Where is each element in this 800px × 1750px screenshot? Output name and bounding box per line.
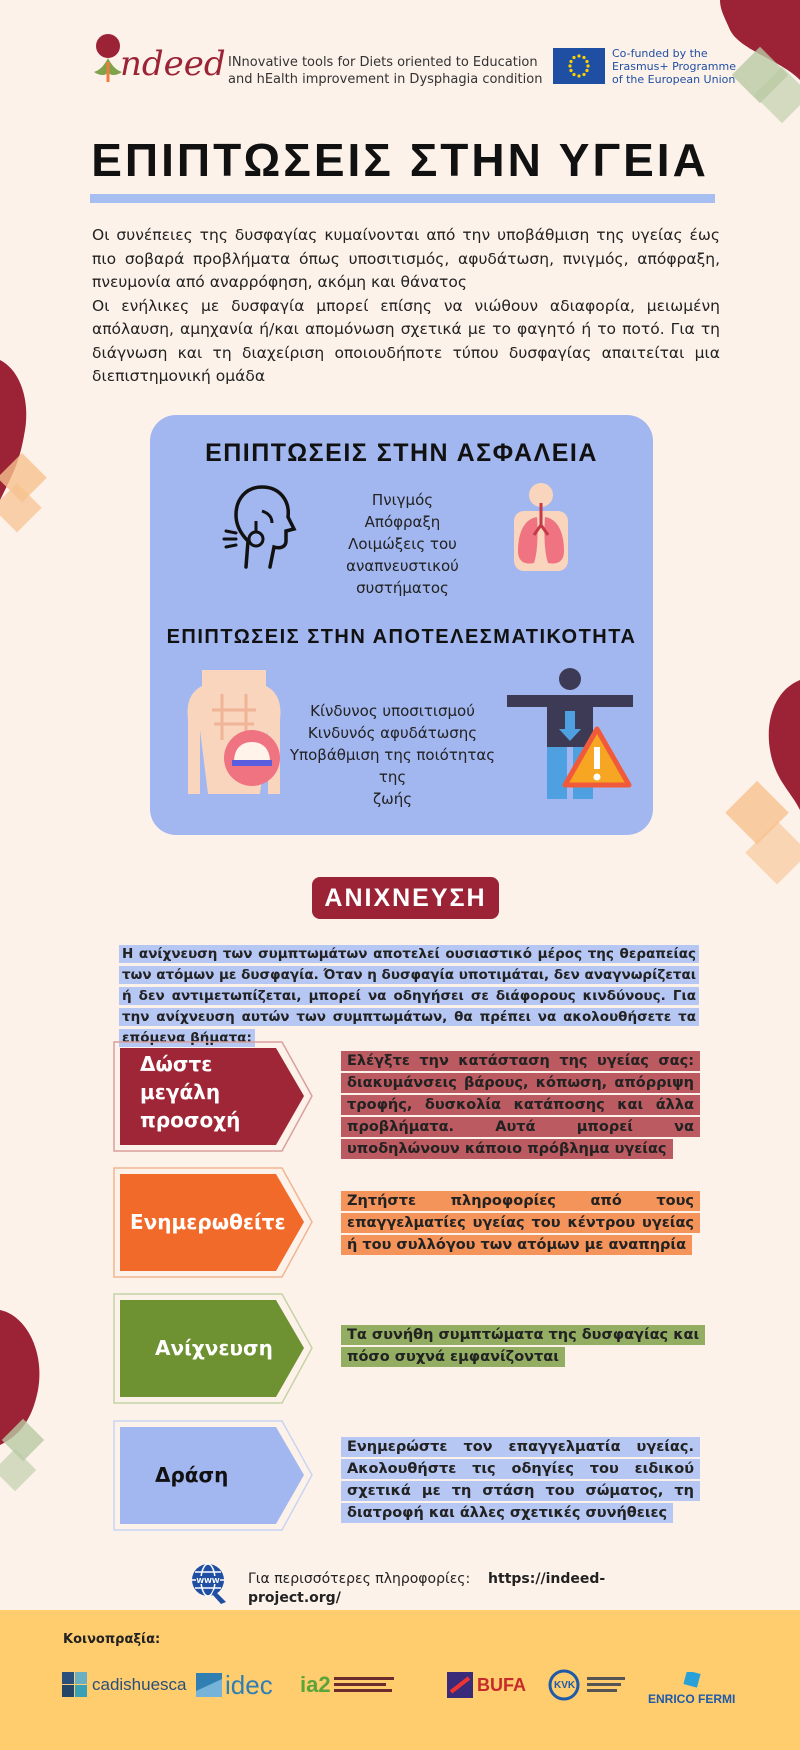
kvk-text-lines [587,1675,627,1695]
logo-wordmark: ndeed [120,44,226,84]
partner-logo-kvk: KVK [548,1668,627,1702]
eu-flag-icon [553,48,605,84]
page-title: ΕΠΙΠΤΩΣΕΙΣ ΣΤΗΝ ΥΓΕΙΑ [91,134,709,186]
partner-logo-idec: idec [196,1668,273,1702]
left-blob-1 [0,360,50,570]
web-globe-icon [190,1562,230,1606]
project-tagline: INnovative tools for Diets oriented to Education and hEalth improvement in Dysphagia condition [228,55,543,87]
intro-paragraph-1: Οι συνέπειες της δυσφαγίας κυμαίνονται από την υποβάθμιση της υγείας έως πιο σοβαρά προβλήματα όπως υποσιτισμός, αφυδάτωση, πνιγμός, απόφραξη, πνευμονία από αναρρόφηση, ακόμη και θάνατος [92,226,720,291]
idec-icon [196,1673,222,1697]
enrico-fermi-icon [681,1672,703,1692]
lungs-icon [510,481,572,577]
svg-text:WWW: WWW [196,1577,220,1585]
step-1-label: Δώστε μεγάλη προσοχή [140,1052,241,1132]
step-4-description: Ενημερώστε τον επαγγελματία υγείας. Ακολουθήστε τις οδηγίες του ειδικού σχετικά με τη στάση του σώματος, τη διατροφή και άλλες σχετικές συνήθειες [341,1436,700,1524]
cadishuesca-icon [62,1672,88,1698]
detection-intro: Η ανίχνευση των συμπτωμάτων αποτελεί ουσιαστικό μέρος της θεραπείας των ατόμων με δυσφαγία. Όταν η δυσφαγία υποτιμάται, δεν αναγνωρίζεται ή δεν αντιμετωπίζεται, μπορεί να οδηγήσει σε διάφορους κινδύνους. Για την ανίχνευση αυτών των συμπτωμάτων, θα πρέπει να ακολουθήσετε τα επόμενα βήματα: [119,944,699,1049]
intro-text [92,224,720,389]
step-3-description: Τα συνήθη συμπτώματα της δυσφαγίας και πόσο συχνά εμφανίζονται [341,1324,700,1368]
throat-icon [222,481,297,571]
torso-weight-icon [182,670,292,800]
step-1-description: Ελέγξτε την κατάσταση της υγείας σας: διακυμάνσεις βάρους, κόπωση, απόρριψη τροφής, δυσκολία κατάποσης και άλλα προβλήματα. Αυτά μπορεί να υποδηλώνουν κάποιο πρόβλημα υγείας [341,1050,700,1160]
step-2-label: Ενημερωθείτε [130,1210,286,1234]
person-warning-icon [505,667,635,802]
consortium-label: Κοινοπραξία: [63,1632,161,1647]
detection-badge: ΑΝΙΧΝΕΥΣΗ [312,877,499,919]
step-4-label: Δράση [155,1463,229,1487]
partner-logo-cadishuesca: cadishuesca [62,1668,187,1702]
project-url-link-cont[interactable]: project.org/ [248,1590,341,1606]
efficacy-heading: ΕΠΙΠΤΩΣΕΙΣ ΣΤΗΝ ΑΠΟΤΕΛΕΣΜΑΤΙΚΟΤΗΤΑ [166,626,637,648]
safety-heading: ΕΠΙΠΤΩΣΕΙΣ ΣΤΗΝ ΑΣΦΑΛΕΙΑ [205,439,598,467]
bufa-icon [447,1672,473,1698]
safety-list: Πνιγμός Απόφραξη Λοιμώξεις του αναπνευστικού συστήματος [346,491,459,597]
intro-paragraph-2: Οι ενήλικες με δυσφαγία μπορεί επίσης να νιώθουν αδιαφορία, μειωμένη απόλαυση, αμηχανία ή/και απομόνωση σχετικά με το φαγητό ή το ποτό. Για τη διάγνωση και τη διαχείριση οποιουδήποτε τύπου δυσφαγίας απαιτείται μια διεπιστημονική ομάδα [92,296,720,385]
left-blob-2 [0,1310,50,1500]
eu-cofunded-text: Co-funded by the Erasmus+ Programme of the European Union [612,47,736,86]
more-info-text: Για περισσότερες πληροφορίες: https://indeed- project.org/ [248,1571,606,1606]
project-url-link[interactable]: https://indeed- [488,1571,606,1587]
partner-logo-ia2: ia2 [300,1668,396,1702]
step-3-label: Ανίχνευση [155,1336,273,1360]
implications-card [150,415,653,835]
right-blob-1 [715,680,800,940]
partner-logo-enrico-fermi: ENRICO FERMI [648,1662,735,1706]
efficacy-list: Κίνδυνος υποσιτισμού Κινδυνός αφυδάτωσης Υποβάθμιση της ποιότητας της ζωής [289,702,496,808]
title-underline [90,194,715,203]
step-2-description: Ζητήστε πληροφορίες από τους επαγγελματίες υγείας του κέντρου υγείας ή του συλλόγου των ατόμων με αναπηρία [341,1190,700,1256]
ia2-text-lines [334,1675,396,1695]
partner-logo-bufa: BUFA [447,1668,526,1702]
